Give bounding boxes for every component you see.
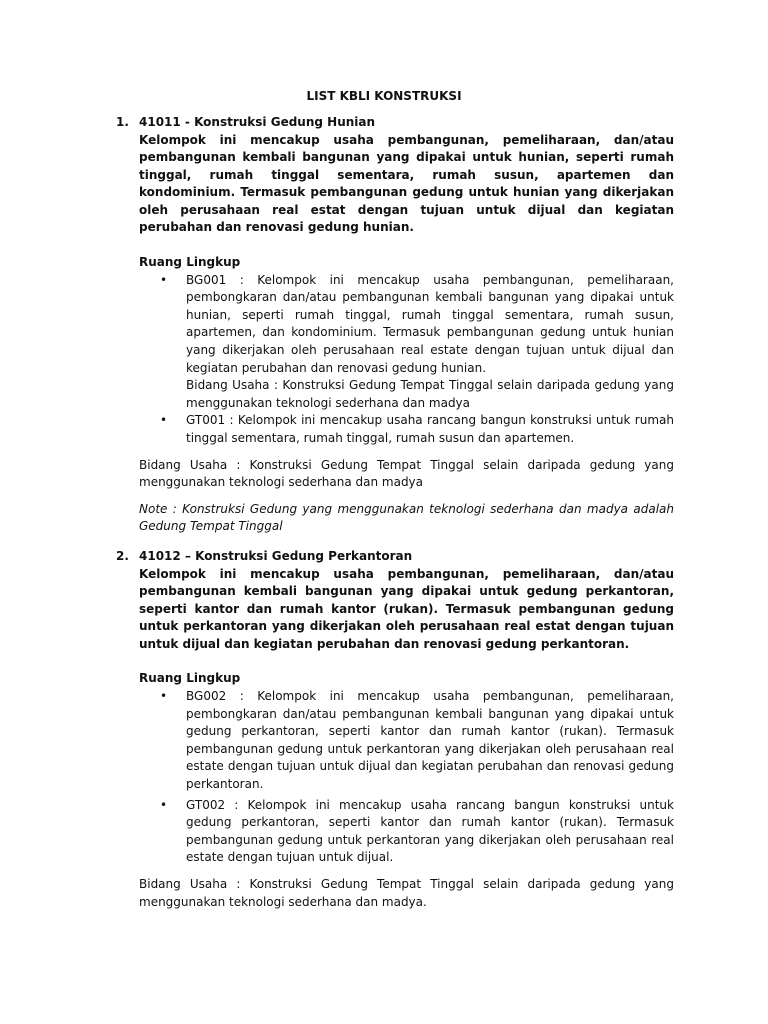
scope-item-text: BG002 : Kelompok ini mencakup usaha pembangunan, pemeliharaan, pembongkaran dan/atau pembangunan kembali bangunan yang dipakai untuk gedung perkantoran, seperti kantor dan rumah kantor (rukan). Termasuk pembangunan gedung untuk perkantoran yang dikerjakan oleh perusahaan real estate dengan tujuan untuk dijual dan kegiatan perubahan dan renovasi gedung perkantoran. bbox=[186, 688, 674, 791]
scope-item-text: BG001 : Kelompok ini mencakup usaha pembangunan, pemeliharaan, pembongkaran dan/atau pembangunan kembali bangunan yang dipakai untuk hunian, seperti rumah tinggal, rumah tinggal sementara, rumah susun, apartemen, dan kondominium. Termasuk pembangunan gedung untuk hunian yang dikerjakan oleh perusahaan real estate dengan tujuan untuk dijual dan kegiatan perubahan dan renovasi gedung hunian. bbox=[186, 272, 674, 375]
section-description: Kelompok ini mencakup usaha pembangunan, pemeliharaan, dan/atau pembangunan kembali bangunan yang dipakai untuk hunian, seperti rumah tinggal, rumah tinggal sementara, rumah susun, apartemen dan kondominium. Termasuk pembangunan gedung untuk hunian yang dikerjakan oleh perusahaan real estat dengan tujuan untuk dijual dan kegiatan perubahan dan renovasi gedung hunian. bbox=[139, 132, 674, 235]
scope-list bbox=[139, 688, 674, 867]
bullet-icon: • bbox=[160, 797, 168, 812]
scope-label: Ruang Lingkup bbox=[139, 671, 241, 686]
scope-item-bg001 bbox=[139, 272, 674, 413]
section-number: 1. bbox=[116, 115, 129, 129]
bullet-icon: • bbox=[160, 688, 168, 703]
scope-label: Ruang Lingkup bbox=[139, 255, 241, 270]
scope-list bbox=[139, 272, 674, 448]
section-body bbox=[139, 548, 674, 911]
scope-item-bg002 bbox=[139, 688, 674, 794]
section-number: 2. bbox=[116, 549, 129, 563]
bidang-usaha: Bidang Usaha : Konstruksi Gedung Tempat Tinggal selain daripada gedung yang menggunakan teknologi sederhana dan madya bbox=[139, 457, 674, 490]
bullet-icon: • bbox=[160, 413, 168, 428]
scope-item-bidang-usaha: Bidang Usaha : Konstruksi Gedung Tempat Tinggal selain daripada gedung yang menggunakan teknologi sederhana dan madya bbox=[186, 378, 674, 410]
section-heading: 41012 – Konstruksi Gedung Perkantoran bbox=[139, 549, 413, 563]
scope-item-text: GT002 : Kelompok ini mencakup usaha rancang bangun konstruksi untuk gedung perkantoran, seperti kantor dan rumah kantor (rukan). Termasuk pembangunan gedung untuk perkantoran yang dikerjakan oleh perusahaan real estate dengan tujuan untuk dijual. bbox=[186, 797, 674, 865]
scope-item-gt001 bbox=[139, 412, 674, 447]
section-description: Kelompok ini mencakup usaha pembangunan, pemeliharaan, dan/atau pembangunan kembali bangunan yang dipakai untuk gedung perkantoran, seperti kantor dan rumah kantor (rukan). Termasuk pembangunan gedung untuk perkantoran yang dikerjakan oleh perusahaan real estat dengan tujuan untuk dijual dan kegiatan perubahan dan renovasi gedung perkantoran. bbox=[139, 566, 674, 651]
scope-item-text: GT001 : Kelompok ini mencakup usaha rancang bangun konstruksi untuk rumah tinggal sementara, rumah tinggal, rumah susun dan apartemen. bbox=[186, 413, 674, 445]
bidang-usaha: Bidang Usaha : Konstruksi Gedung Tempat Tinggal selain daripada gedung yang menggunakan teknologi sederhana dan madya. bbox=[139, 876, 674, 909]
section-note: Note : Konstruksi Gedung yang menggunakan teknologi sederhana dan madya adalah Gedung Tempat Tinggal bbox=[139, 501, 674, 534]
section-body bbox=[139, 114, 674, 536]
section-heading: 41011 - Konstruksi Gedung Hunian bbox=[139, 115, 376, 129]
document-title: LIST KBLI KONSTRUKSI bbox=[306, 89, 462, 103]
bullet-icon: • bbox=[160, 272, 168, 287]
scope-item-gt002 bbox=[139, 797, 674, 867]
